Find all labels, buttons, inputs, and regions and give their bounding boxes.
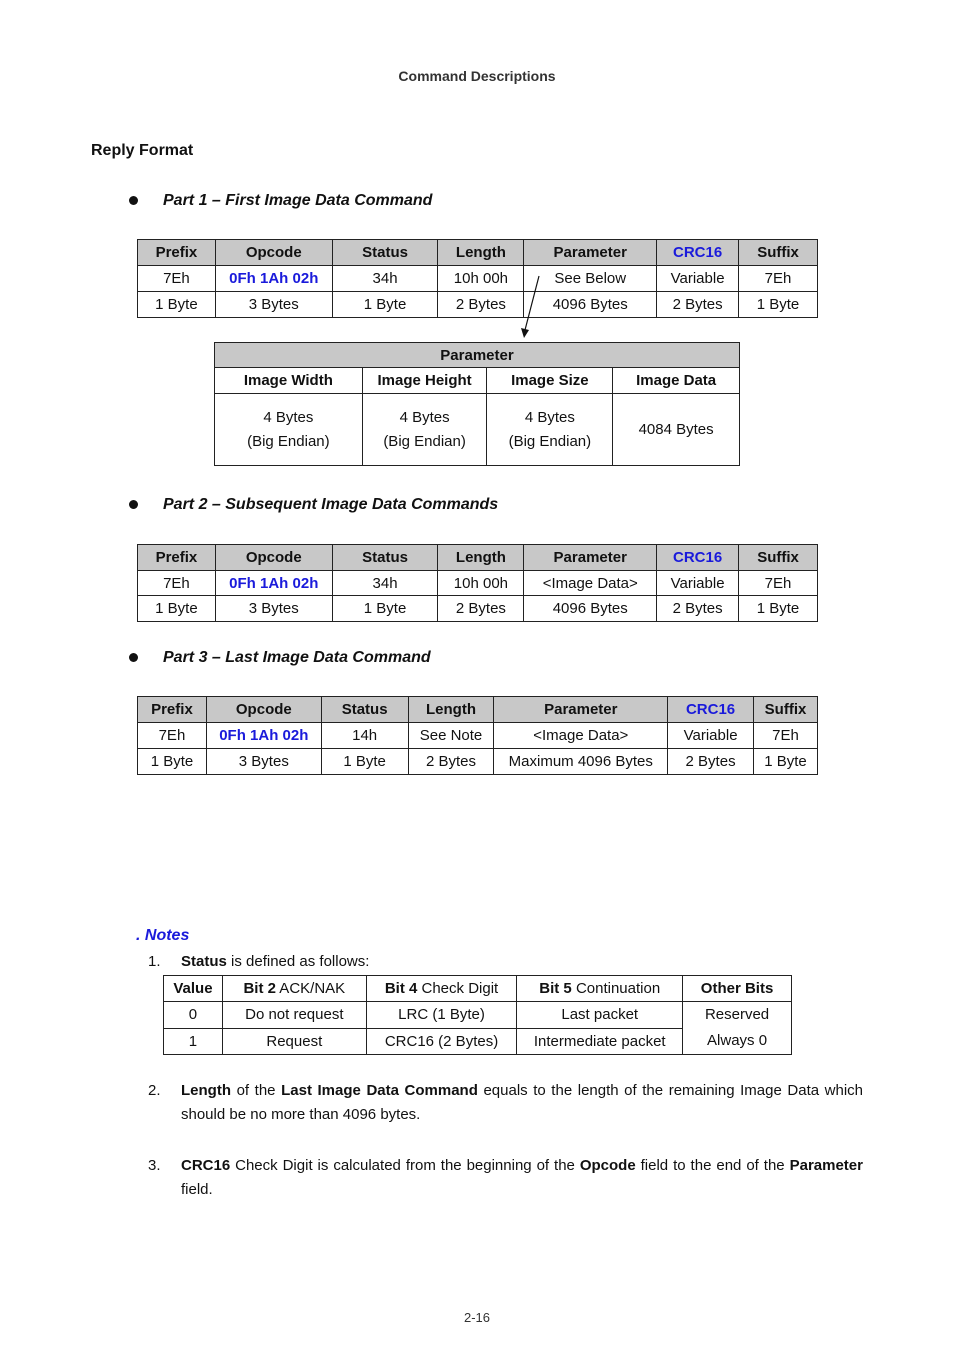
cell-line: (Big Endian) [508,432,592,450]
th-bit5-bold: Bit 5 [539,980,572,997]
cell: CRC16 (2 Bytes) [366,1028,517,1055]
cell: 7Eh [138,266,216,292]
th-crc16: CRC16 [657,240,739,266]
cell: <Image Data> [494,723,668,749]
th-length: Length [408,697,494,723]
th-suffix: Suffix [754,697,818,723]
parameter-table [214,342,740,466]
cell: 10h 00h [438,571,524,596]
note-number: 1. [148,953,161,970]
th-length: Length [438,545,524,571]
th-length: Length [438,240,524,266]
th-bit4-rest: Check Digit [417,980,499,997]
cell: See Below [524,266,657,292]
th-opcode: Opcode [215,240,332,266]
note-run: equals to the length of the remaining Image Data which should be no more than 4096 bytes. [181,1082,864,1123]
note-bold: Opcode [579,1157,636,1174]
cell-line: Reserved [704,1006,770,1023]
note-bold: Last Image Data Command [281,1082,478,1099]
part2-table [137,544,818,622]
cell: Request [222,1028,366,1055]
cell: 7Eh [138,571,216,596]
th-crc16: CRC16 [668,697,754,723]
cell: 1 Byte [739,596,818,622]
bullet-icon [129,196,138,205]
part3-title: Part 3 – Last Image Data Command [163,649,431,666]
note-2 [148,1079,863,1127]
part2-title: Part 2 – Subsequent Image Data Commands [163,496,499,513]
cell: 1 Byte [321,749,408,775]
cell: 1 Byte [138,749,207,775]
th-parameter: Parameter [524,240,657,266]
th-bit2-bold: Bit 2 [243,980,276,997]
th-prefix: Prefix [138,240,216,266]
bullet-icon [129,500,138,509]
th-value [164,976,223,1002]
cell: 1 Byte [138,596,216,622]
cell: 3 Bytes [206,749,321,775]
cell: 4096 Bytes [524,596,657,622]
cell-opcode: 0Fh 1Ah 02h [215,266,332,292]
th-bit4-bold: Bit 4 [384,980,418,997]
note-text [181,950,863,974]
note-run: Check Digit is calculated from the beginning of the [230,1157,580,1174]
page-header: Command Descriptions [398,68,556,84]
cell: 34h [332,571,438,596]
th-status: Status [332,240,438,266]
section-title: Reply Format [91,142,194,159]
note-bold: Length [181,1082,231,1099]
cell: 1 Byte [138,292,216,318]
part3-table [137,696,818,775]
th-image-height: Image Height [362,368,487,394]
cell-other [683,1002,792,1055]
bullet-icon [129,653,138,662]
note-bold: Status [181,953,227,970]
cell-line: Always 0 [707,1032,768,1049]
cell: Variable [657,571,739,596]
note-bold: CRC16 [181,1157,231,1174]
cell-opcode: 0Fh 1Ah 02h [215,571,332,596]
th-opcode: Opcode [215,545,332,571]
note-text [181,1079,863,1127]
cell: Variable [668,723,754,749]
th-bit2-rest: ACK/NAK [275,980,346,997]
note-run: of the [231,1082,282,1099]
cell-line: (Big Endian) [383,432,466,450]
th-parameter: Parameter [524,545,657,571]
cell: 7Eh [739,266,818,292]
th-suffix: Suffix [739,545,818,571]
part1-title: Part 1 – First Image Data Command [163,192,433,209]
note-run: field to the end of the [635,1157,790,1174]
th-bit5 [517,976,683,1002]
note-bold: Parameter [789,1157,863,1174]
cell: 2 Bytes [408,749,494,775]
th-status: Status [332,545,438,571]
th-status: Status [321,697,408,723]
note-text [181,1154,863,1202]
cell: 7Eh [138,723,207,749]
cell-line: 4 Bytes [399,408,450,426]
cell: 3 Bytes [215,596,332,622]
th-image-size: Image Size [487,368,613,394]
cell: 2 Bytes [668,749,754,775]
th-crc16: CRC16 [657,545,739,571]
th-image-data: Image Data [613,368,740,394]
arrow-icon [515,270,545,342]
th-parameter: Parameter [494,697,668,723]
cell: 7Eh [739,571,818,596]
th-bit4 [366,976,517,1002]
cell-width [215,394,363,466]
th-other-text: Other Bits [700,980,774,997]
th-image-width: Image Width [215,368,363,394]
cell: 1 Byte [332,596,438,622]
cell-line: 4 Bytes [263,408,314,426]
th-prefix: Prefix [138,545,216,571]
cell: Last packet [517,1002,683,1029]
note-1 [148,950,863,974]
cell: 1 Byte [739,292,818,318]
th-bit5-rest: Continuation [571,980,661,997]
note-3 [148,1154,863,1202]
cell: 1 Byte [754,749,818,775]
cell-line: (Big Endian) [247,432,330,450]
notes-title: . Notes [136,927,190,944]
cell: 2 Bytes [657,596,739,622]
cell-line: 4 Bytes [524,408,575,426]
cell: 4096 Bytes [524,292,657,318]
cell: <Image Data> [524,571,657,596]
cell: 2 Bytes [438,292,524,318]
cell: 1 Byte [332,292,438,318]
cell-height [362,394,487,466]
th-suffix: Suffix [739,240,818,266]
cell: 2 Bytes [657,292,739,318]
status-table [163,975,792,1055]
cell: 3 Bytes [215,292,332,318]
cell: LRC (1 Byte) [366,1002,517,1029]
note-number: 2. [148,1082,161,1099]
cell: See Note [408,723,494,749]
cell: 1 [164,1028,223,1055]
note-run: is defined as follows: [226,953,370,970]
note-number: 3. [148,1157,161,1174]
cell: Variable [657,266,739,292]
cell: Maximum 4096 Bytes [494,749,668,775]
cell-opcode: 0Fh 1Ah 02h [206,723,321,749]
cell: Do not request [222,1002,366,1029]
cell: 7Eh [754,723,818,749]
th-prefix: Prefix [138,697,207,723]
cell: 34h [332,266,438,292]
param-title: Parameter [215,343,740,368]
cell-data: 4084 Bytes [613,394,740,466]
note-run: field. [181,1181,213,1198]
part1-table [137,239,818,318]
th-other-bits [683,976,792,1002]
page-number: 2-16 [463,1310,491,1325]
th-bit2 [222,976,366,1002]
cell: 14h [321,723,408,749]
cell: 10h 00h [438,266,524,292]
cell: Intermediate packet [517,1028,683,1055]
cell-size [487,394,613,466]
th-opcode: Opcode [206,697,321,723]
cell: 2 Bytes [438,596,524,622]
th-value-text: Value [173,980,213,997]
cell: 0 [164,1002,223,1029]
